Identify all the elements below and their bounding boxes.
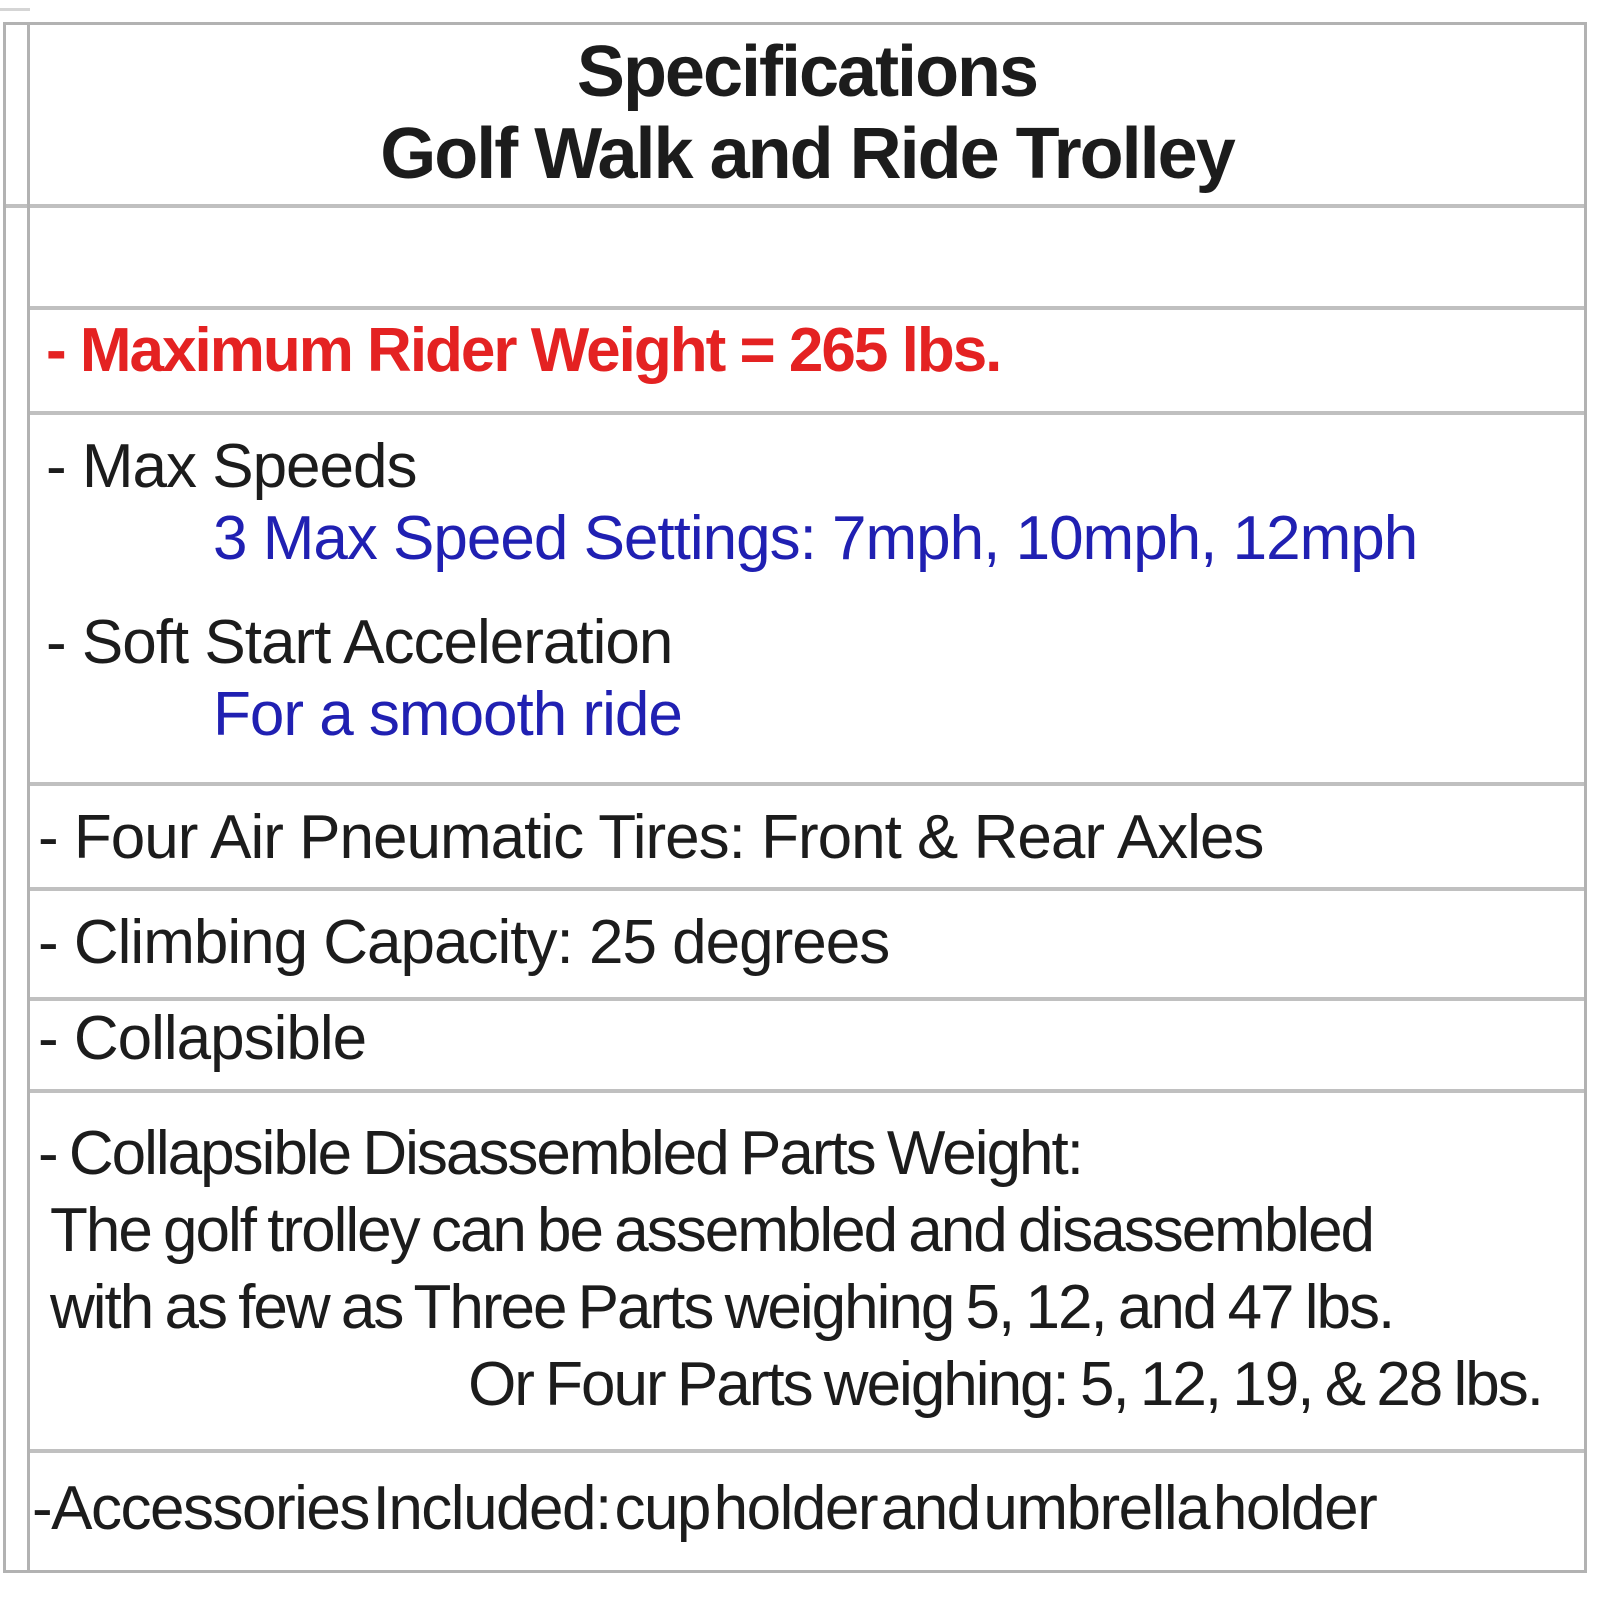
gutter-top-tick — [0, 8, 30, 11]
spec-row-accessories — [30, 1453, 1584, 1570]
parts-weight-line-3: Or Four Parts weighing: 5, 12, 19, & 28 lbs. — [468, 1350, 1542, 1419]
spec-row-max-rider-weight — [30, 310, 1584, 415]
page-title: Specifications — [576, 32, 1038, 112]
spec-row-collapsible — [30, 1001, 1584, 1093]
climbing-capacity-text: - Climbing Capacity: 25 degrees — [38, 908, 890, 977]
parts-weight-label: - Collapsible Disassembled Parts Weight: — [38, 1119, 1082, 1188]
table-header-row — [30, 25, 1584, 208]
table-rows — [30, 25, 1584, 1570]
parts-weight-line-1: The golf trolley can be assembled and disassembled — [50, 1196, 1374, 1265]
spec-row-climbing-capacity — [30, 891, 1584, 1001]
collapsible-text: - Collapsible — [38, 1004, 367, 1073]
accessories-text: -Accessories Included: cup holder and umbrella holder — [32, 1474, 1377, 1543]
spec-row-speeds — [30, 415, 1584, 786]
gutter-header-divider — [6, 204, 27, 208]
page-subtitle: Golf Walk and Ride Trolley — [380, 114, 1234, 194]
spec-row-tires — [30, 786, 1584, 891]
max-speeds-detail: 3 Max Speed Settings: 7mph, 10mph, 12mph — [213, 504, 1418, 573]
soft-start-label: - Soft Start Acceleration — [46, 608, 673, 677]
max-speeds-label: - Max Speeds — [46, 432, 417, 501]
max-rider-weight-text: - Maximum Rider Weight = 265 lbs. — [46, 316, 1001, 385]
empty-row — [30, 208, 1584, 310]
tires-text: - Four Air Pneumatic Tires: Front & Rear Axles — [38, 803, 1264, 872]
parts-weight-line-2: with as few as Three Parts weighing 5, 12, and 47 lbs. — [50, 1273, 1394, 1342]
spec-row-parts-weight — [30, 1093, 1584, 1453]
soft-start-detail: For a smooth ride — [213, 680, 682, 749]
specifications-table — [3, 22, 1587, 1573]
